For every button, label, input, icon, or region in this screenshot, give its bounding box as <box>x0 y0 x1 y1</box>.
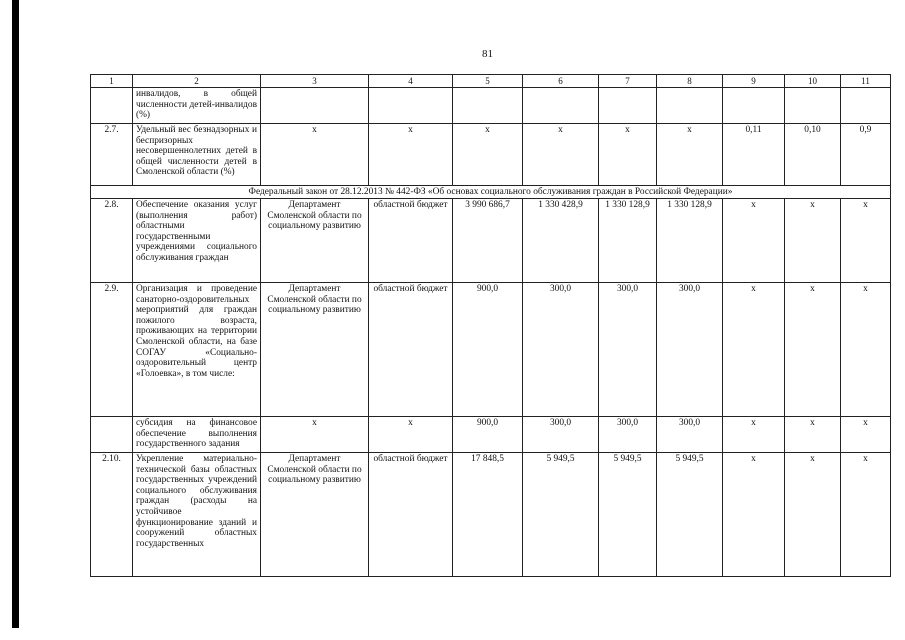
cell: х <box>657 124 723 186</box>
page-number: 81 <box>482 48 493 60</box>
cell: областной бюджет <box>369 453 453 577</box>
cell <box>723 88 785 124</box>
table-row <box>91 124 891 186</box>
cell: х <box>841 283 891 417</box>
cell: 5 949,5 <box>523 453 599 577</box>
table-row <box>91 283 891 417</box>
cell: областной бюджет <box>369 283 453 417</box>
cell <box>785 88 841 124</box>
cell: х <box>599 124 657 186</box>
cell <box>523 88 599 124</box>
column-number-row <box>91 75 891 88</box>
cell: 300,0 <box>657 283 723 417</box>
row-indicator-name: инвалидов, в общей численности детей-инвалидов (%) <box>133 88 261 124</box>
cell: 300,0 <box>599 283 657 417</box>
cell: х <box>785 453 841 577</box>
cell: 300,0 <box>523 417 599 453</box>
cell: 0,11 <box>723 124 785 186</box>
column-header: 9 <box>723 75 785 88</box>
table-row <box>91 417 891 453</box>
cell <box>599 88 657 124</box>
row-indicator-name: Удельный вес безнадзорных и беспризорных несовершеннолетних детей в общей численности детей в Смоленской области (%) <box>133 124 261 186</box>
cell: Департамент Смоленской области по социальному развитию <box>261 453 369 577</box>
section-heading: Федеральный закон от 28.12.2013 № 442-ФЗ «Об основах социального обслуживания граждан в Российской Федерации» <box>91 186 891 199</box>
row-indicator-name: Организация и проведение санаторно-оздоровительных мероприятий для граждан пожилого возраста, проживающих на территории Смоленской области, на базе СОГАУ «Социально-оздоровительный центр «Голоевка», в том числе: <box>133 283 261 417</box>
column-header: 6 <box>523 75 599 88</box>
cell: Департамент Смоленской области по социальному развитию <box>261 283 369 417</box>
table-row <box>91 199 891 283</box>
cell: х <box>841 199 891 283</box>
cell: 300,0 <box>657 417 723 453</box>
cell: 0,10 <box>785 124 841 186</box>
cell: х <box>841 453 891 577</box>
cell: х <box>453 124 523 186</box>
column-header: 10 <box>785 75 841 88</box>
cell: 0,9 <box>841 124 891 186</box>
cell <box>453 88 523 124</box>
column-header: 2 <box>133 75 261 88</box>
column-header: 5 <box>453 75 523 88</box>
section-row <box>91 186 891 199</box>
column-header: 3 <box>261 75 369 88</box>
cell: х <box>261 417 369 453</box>
cell <box>657 88 723 124</box>
cell <box>841 88 891 124</box>
table-row <box>91 88 891 124</box>
cell: 300,0 <box>523 283 599 417</box>
cell: х <box>723 283 785 417</box>
row-indicator-name: субсидия на финансовое обеспечение выполнения государственного задания <box>133 417 261 453</box>
column-header: 1 <box>91 75 133 88</box>
cell: Департамент Смоленской области по социальному развитию <box>261 199 369 283</box>
cell: 300,0 <box>599 417 657 453</box>
row-number: 2.9. <box>91 283 133 417</box>
cell: х <box>841 417 891 453</box>
cell: х <box>723 417 785 453</box>
cell: 900,0 <box>453 417 523 453</box>
row-indicator-name: Укрепление материально-технической базы областных государственных учреждений социального обслуживания граждан (расходы на устойчивое функционирование зданий и сооружений областных государственных <box>133 453 261 577</box>
row-number: 2.8. <box>91 199 133 283</box>
cell: х <box>723 453 785 577</box>
cell: х <box>261 124 369 186</box>
cell: х <box>785 199 841 283</box>
cell: х <box>369 417 453 453</box>
cell: 900,0 <box>453 283 523 417</box>
row-number <box>91 88 133 124</box>
table-row <box>91 453 891 577</box>
cell: 3 990 686,7 <box>453 199 523 283</box>
cell: 1 330 128,9 <box>599 199 657 283</box>
cell <box>261 88 369 124</box>
row-number <box>91 417 133 453</box>
cell: х <box>369 124 453 186</box>
cell: областной бюджет <box>369 199 453 283</box>
row-indicator-name: Обеспечение оказания услуг (выполнения работ) областными государственными учреждениями социального обслуживания граждан <box>133 199 261 283</box>
program-table <box>90 74 891 577</box>
cell: 5 949,5 <box>657 453 723 577</box>
cell: 1 330 428,9 <box>523 199 599 283</box>
cell: 5 949,5 <box>599 453 657 577</box>
scan-edge-bar <box>12 0 19 628</box>
cell: х <box>523 124 599 186</box>
column-header: 8 <box>657 75 723 88</box>
row-number: 2.7. <box>91 124 133 186</box>
cell: х <box>723 199 785 283</box>
row-number: 2.10. <box>91 453 133 577</box>
cell: 17 848,5 <box>453 453 523 577</box>
column-header: 7 <box>599 75 657 88</box>
cell <box>369 88 453 124</box>
cell: х <box>785 283 841 417</box>
cell: х <box>785 417 841 453</box>
cell: 1 330 128,9 <box>657 199 723 283</box>
column-header: 4 <box>369 75 453 88</box>
column-header: 11 <box>841 75 891 88</box>
